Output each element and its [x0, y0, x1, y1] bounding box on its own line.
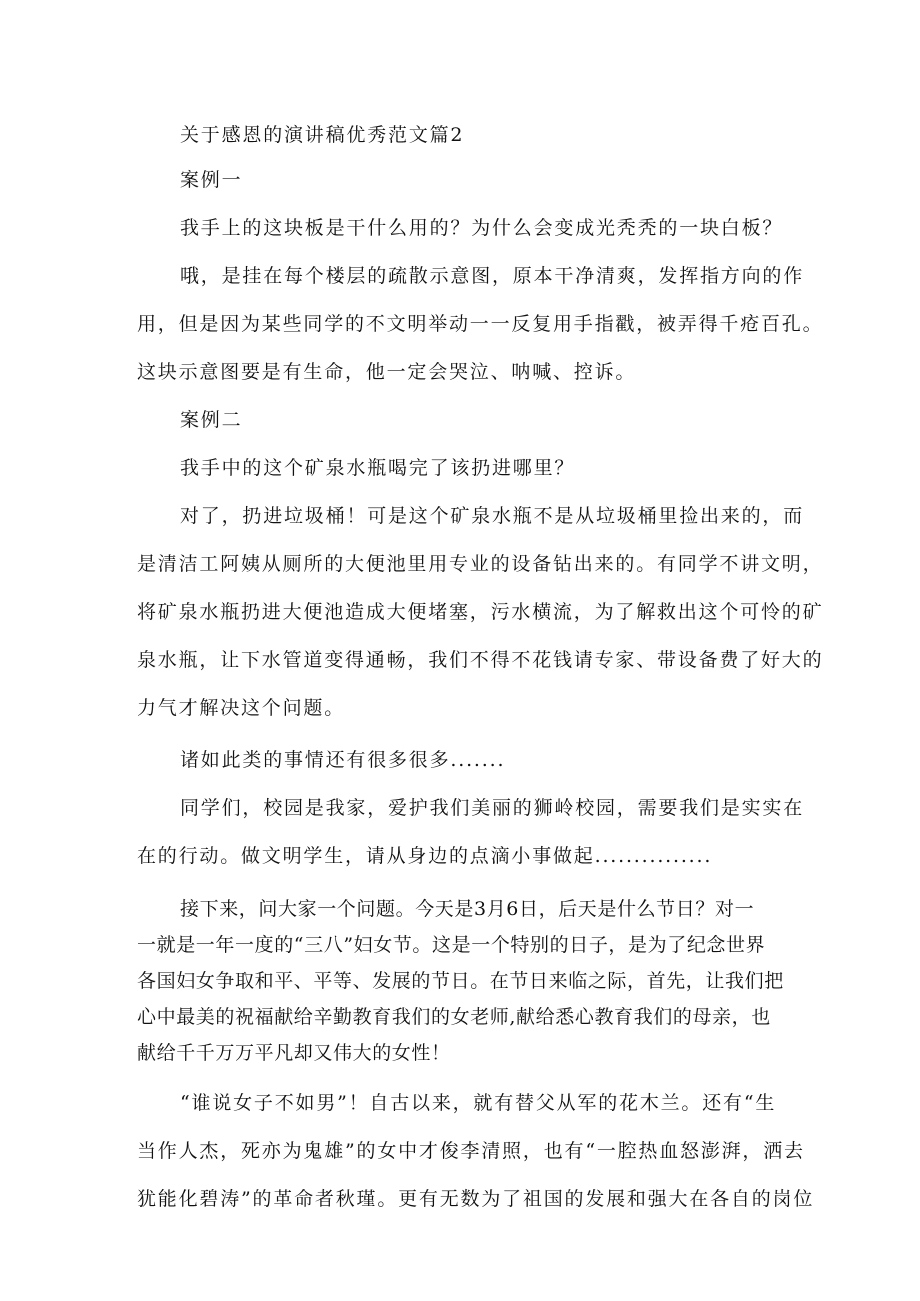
- case2-line: 是清洁工阿姨从厕所的大便池里用专业的设备钻出来的。有同学不讲文明，: [137, 553, 824, 575]
- case2-line: 力气才解决这个问题。: [137, 697, 346, 719]
- more-paragraph: 诸如此类的事情还有很多很多.......: [180, 749, 506, 771]
- case2-line: 泉水瓶，让下水管道变得通畅，我们不得不花钱请专家、带设备费了好大的: [137, 649, 824, 671]
- case1-line: 用，但是因为某些同学的不文明举动一一反复用手指戳，被弄得千疮百孔。: [137, 313, 824, 335]
- womens-day-line: 心中最美的祝福献给辛勤教育我们的女老师,献给悉心教育我们的母亲，也: [137, 1006, 771, 1028]
- case2-line: 对了，扔进垃圾桶！可是这个矿泉水瓶不是从垃圾桶里捡出来的，而: [180, 505, 805, 527]
- case2-line: 将矿泉水瓶扔进大便池造成大便堵塞，污水横流，为了解救出这个可怜的矿: [137, 601, 824, 623]
- case1-heading: 案例一: [180, 169, 243, 191]
- womens-day-line: 接下来，问大家一个问题。今天是3月6日，后天是什么节日？对一: [180, 898, 755, 920]
- campus-line: 同学们，校园是我家，爱护我们美丽的狮岭校园，需要我们是实实在: [180, 797, 805, 819]
- campus-line: 在的行动。做文明学生，请从身边的点滴小事做起...............: [137, 845, 713, 867]
- heroines-line: 当作人杰，死亦为鬼雄”的女中才俊李清照，也有“一腔热血怒澎湃，洒去: [137, 1140, 805, 1162]
- document-title: 关于感恩的演讲稿优秀范文篇2: [180, 124, 465, 146]
- case1-line: 哦，是挂在每个楼层的疏散示意图，原本干净清爽，发挥指方向的作: [180, 265, 805, 287]
- womens-day-line: 一就是一年一度的“三八”妇女节。这是一个特别的日子，是为了纪念世界: [137, 934, 766, 956]
- heroines-line: 犹能化碧涛”的革命者秋瑾。更有无数为了祖国的发展和强大在各自的岗位: [137, 1188, 815, 1210]
- womens-day-line: 各国妇女争取和平、平等、发展的节日。在节日来临之际，首先，让我们把: [137, 970, 784, 992]
- case2-heading: 案例二: [180, 409, 243, 431]
- case2-question: 我手中的这个矿泉水瓶喝完了该扔进哪里？: [180, 457, 576, 479]
- womens-day-line: 献给千千万万平凡却又伟大的女性！: [137, 1042, 451, 1064]
- heroines-line: “谁说女子不如男”！自古以来，就有替父从军的花木兰。还有“生: [180, 1092, 777, 1114]
- case1-question: 我手上的这块板是干什么用的？为什么会变成光秃秃的一块白板？: [180, 217, 784, 239]
- case1-line: 这块示意图要是有生命，他一定会哭泣、呐喊、控诉。: [137, 361, 637, 383]
